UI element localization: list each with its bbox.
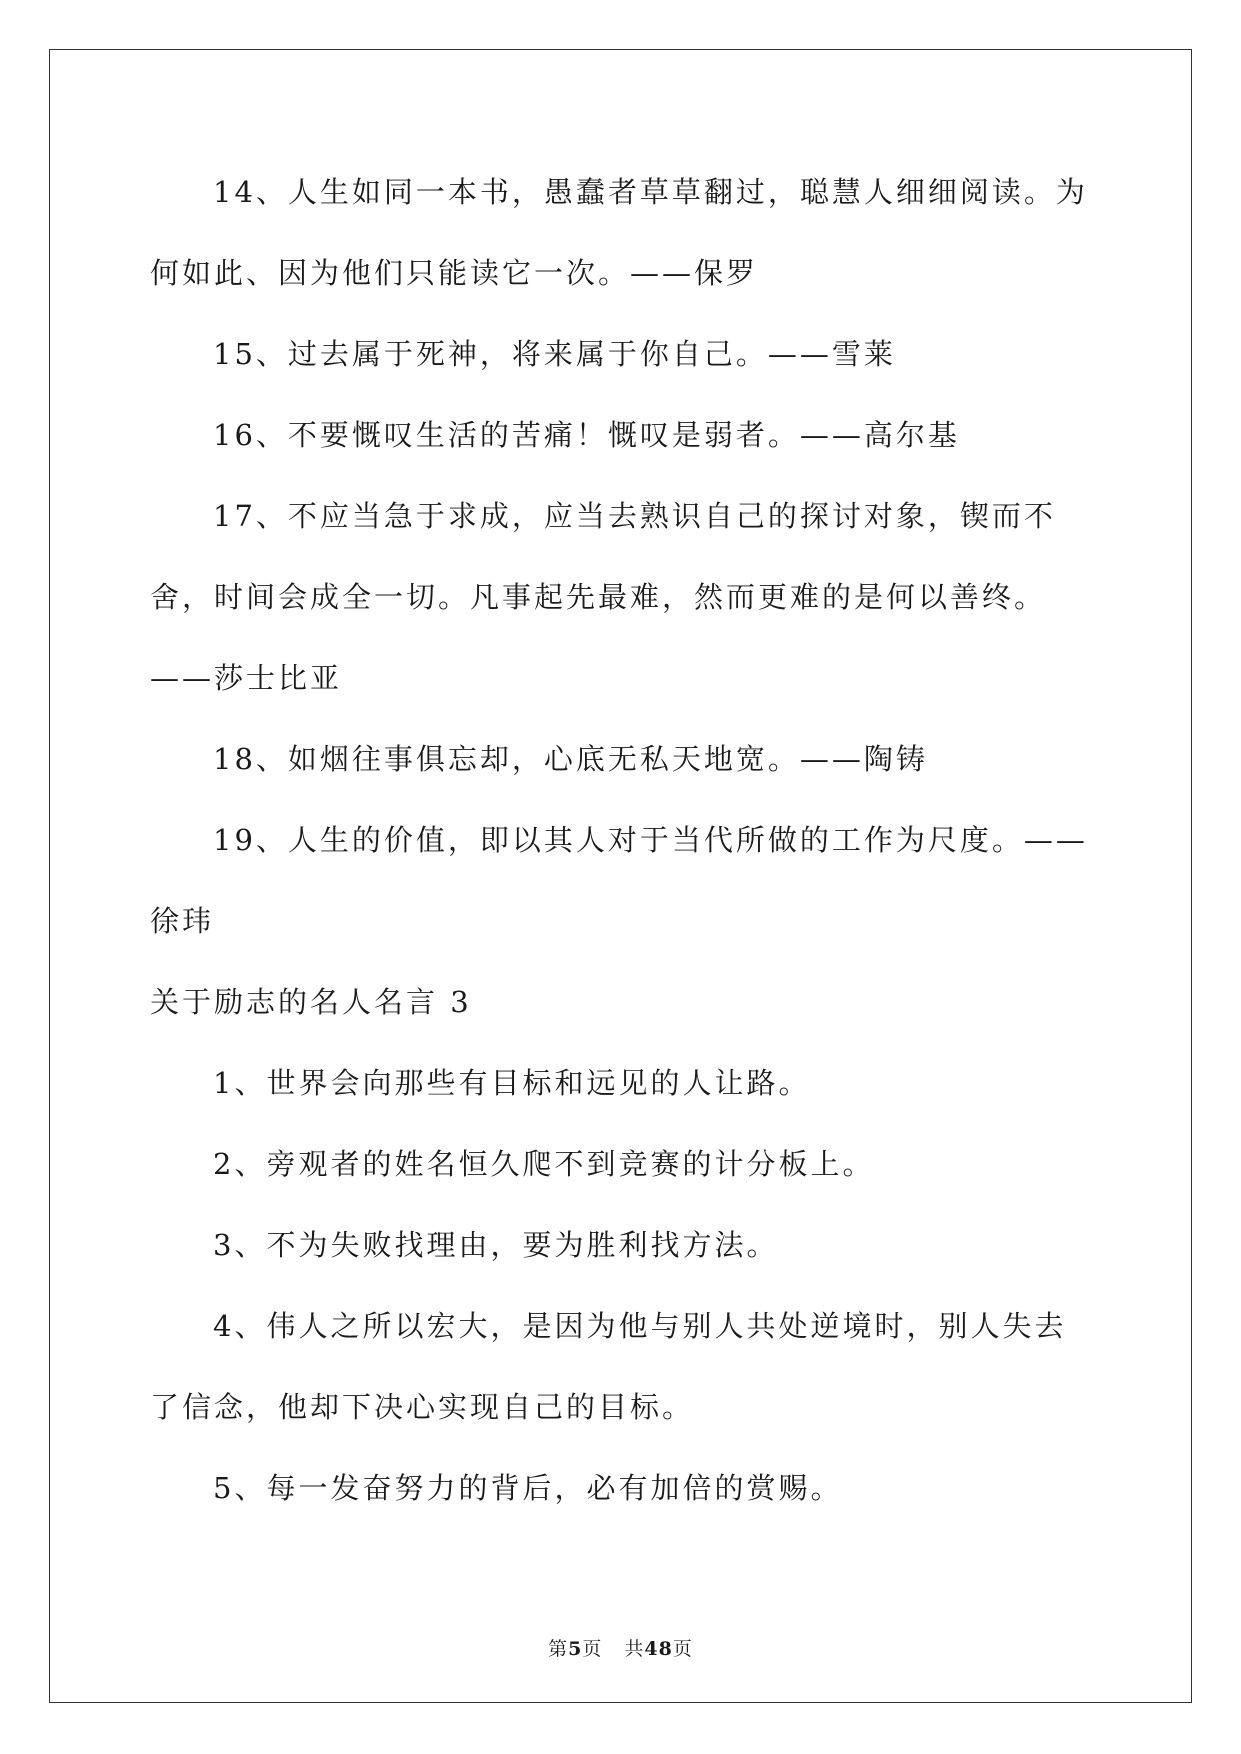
quote-15: 15、过去属于死神，将来属于你自己。——雪莱 <box>213 337 896 371</box>
page-footer <box>0 1634 1241 1661</box>
footer-page-number: 5 <box>568 1638 583 1660</box>
quote-5: 5、每一发奋努力的背后，必有加倍的赏赐。 <box>213 1471 843 1505</box>
section-heading: 关于励志的名人名言 3 <box>150 985 472 1019</box>
quote-4: 4、伟人之所以宏大，是因为他与别人共处逆境时，别人失去了信念，他却下决心实现自己的目标。 <box>150 1309 1067 1424</box>
footer-total-pages: 48 <box>644 1638 673 1660</box>
quote-2: 2、旁观者的姓名恒久爬不到竞赛的计分板上。 <box>213 1147 875 1181</box>
footer-total-suffix: 页 <box>672 1638 693 1660</box>
document-body <box>150 152 1090 1529</box>
quote-1: 1、世界会向那些有目标和远见的人让路。 <box>213 1066 811 1100</box>
quote-18: 18、如烟往事俱忘却，心底无私天地宽。——陶铸 <box>213 742 928 776</box>
quote-14: 14、人生如同一本书，愚蠢者草草翻过，聪慧人细细阅读。为何如此、因为他们只能读它一次。——保罗 <box>150 175 1088 290</box>
quote-19: 19、人生的价值，即以其人对于当代所做的工作为尺度。——徐玮 <box>150 823 1088 938</box>
quote-16: 16、不要慨叹生活的苦痛！慨叹是弱者。——高尔基 <box>213 418 960 452</box>
footer-page-prefix: 第 <box>548 1638 569 1660</box>
quote-3: 3、不为失败找理由，要为胜利找方法。 <box>213 1228 779 1262</box>
footer-page-suffix: 页 <box>582 1638 603 1660</box>
footer-total-prefix: 共 <box>624 1638 645 1660</box>
quote-17: 17、不应当急于求成，应当去熟识自己的探讨对象，锲而不舍，时间会成全一切。凡事起先最难，然而更难的是何以善终。——莎士比亚 <box>150 499 1056 695</box>
